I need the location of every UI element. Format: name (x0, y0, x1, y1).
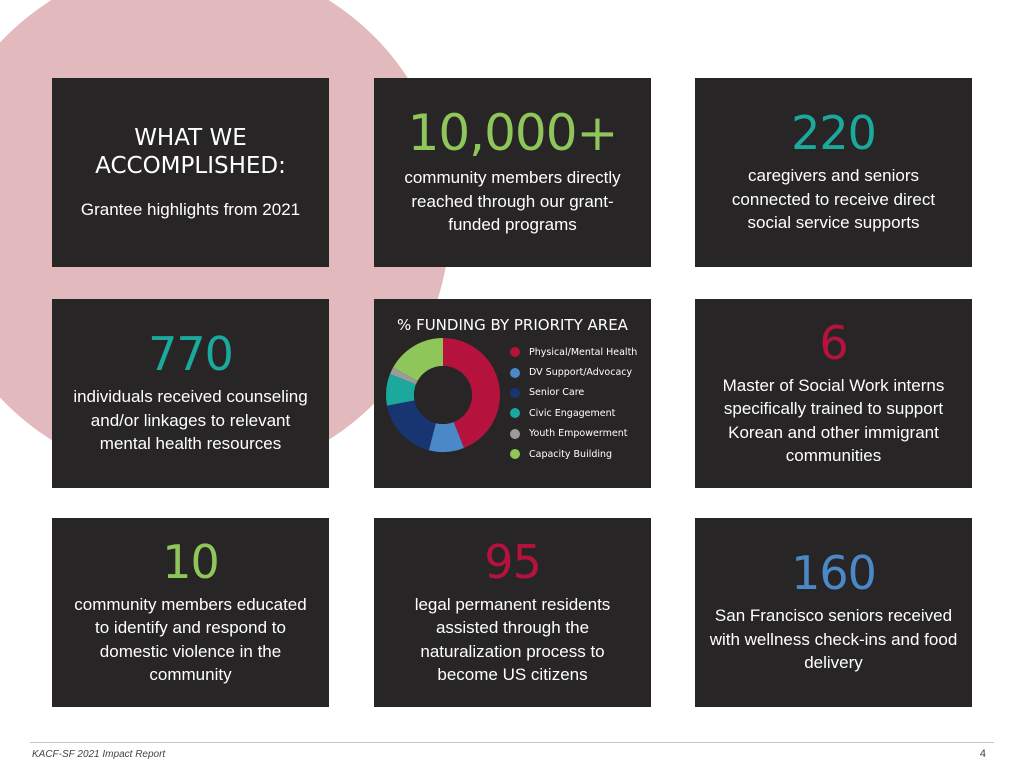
donut-chart (384, 336, 502, 454)
stat-description: San Francisco seniors received with wellness check-ins and food delivery (709, 606, 958, 673)
legend-swatch (510, 429, 520, 439)
legend-label: Senior Care (529, 387, 585, 399)
chart-legend (510, 342, 637, 464)
legend-label: Capacity Building (529, 448, 613, 460)
legend-swatch (510, 347, 520, 357)
stat-value: 10 (162, 534, 219, 589)
stat-tile-community-reached (374, 78, 651, 267)
chart-title: % FUNDING BY PRIORITY AREA (397, 316, 628, 334)
page-title: WHAT WE ACCOMPLISHED: (95, 124, 286, 179)
legend-item (510, 383, 637, 403)
legend-label: Civic Engagement (529, 407, 616, 419)
stat-tile-counseling (52, 299, 329, 488)
footer-report-name: KACF-SF 2021 Impact Report (32, 749, 166, 760)
legend-swatch (510, 408, 520, 418)
stat-description: individuals received counseling and/or linkages to relevant mental health resources (73, 387, 308, 454)
stat-tile-caregivers (695, 78, 972, 267)
stat-description: caregivers and seniors connected to receive direct social service supports (731, 166, 936, 233)
legend-item (510, 444, 637, 464)
stat-value: 95 (484, 534, 541, 589)
legend-label: DV Support/Advocacy (529, 367, 633, 379)
legend-item (510, 424, 637, 444)
stat-value: 10,000+ (407, 104, 618, 163)
stat-description: community members directly reached through our grant-funded programs (404, 168, 621, 235)
stat-tile-dv-education (52, 518, 329, 707)
stat-value: 6 (819, 315, 848, 370)
stat-value: 220 (791, 106, 876, 161)
stat-description: legal permanent residents assisted through the naturalization process to become US citizens (414, 594, 611, 684)
legend-swatch (510, 449, 520, 459)
intro-tile (52, 78, 329, 267)
footer-divider (30, 742, 994, 743)
legend-label: Youth Empowerment (529, 428, 628, 440)
page-number: 4 (979, 748, 986, 760)
intro-subtitle: Grantee highlights from 2021 (80, 199, 301, 219)
legend-item (510, 403, 637, 423)
legend-swatch (510, 368, 520, 378)
stat-value: 770 (148, 327, 233, 382)
funding-chart-tile (374, 299, 651, 488)
stat-tile-msw-interns (695, 299, 972, 488)
donut-hole (414, 366, 472, 424)
chart-body (374, 334, 651, 488)
stat-value: 160 (791, 546, 876, 601)
stat-description: Master of Social Work interns specifically trained to support Korean and other immigrant communities (722, 375, 945, 465)
stat-tile-seniors (695, 518, 972, 707)
legend-label: Physical/Mental Health (529, 346, 638, 358)
stat-tile-naturalization (374, 518, 651, 707)
legend-item (510, 362, 637, 382)
legend-item (510, 342, 637, 362)
stat-description: community members educated to identify and respond to domestic violence in the community (74, 594, 307, 684)
legend-swatch (510, 388, 520, 398)
